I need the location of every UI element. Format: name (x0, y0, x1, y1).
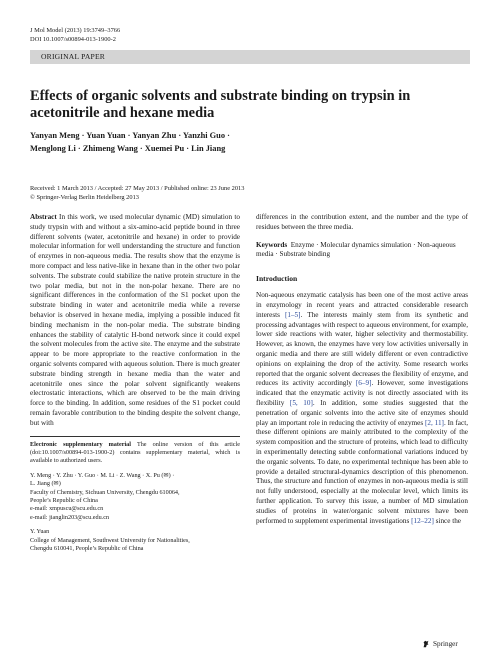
section-heading-introduction: Introduction (256, 274, 298, 284)
citation-link[interactable]: [12–22] (411, 516, 434, 525)
article-type-banner: ORIGINAL PAPER (30, 50, 470, 64)
paper-title: Effects of organic solvents and substrate binding on trypsin in acetonitrile and hexane media (30, 88, 411, 122)
citation-link[interactable]: [5, 10] (289, 398, 313, 407)
intro-text: . In fact, these different opinions are mainly attributed to the complexity of the system composition and the structure of proteins, which lead to difficulty in experimentally detecting subtle conformational variations induced by the organic solvents. To date, no experimental technique has been able to provide a detailed structural-dynamics description of this phenomenon. Thus, the structure and function of enzymes in non-aqueous media is still not fully understood, especially at the molecular level, which limits its further application. To survey this issue, a number of MD simulation studies of proteins in water/organic solvent mixtures have been performed to supplement experimental investigations (256, 418, 468, 525)
intro-text: since the (433, 516, 462, 525)
affiliations (30, 472, 240, 554)
footnote-rule (30, 436, 240, 437)
intro-text: Non-aqueous enzymatic catalysis has been one of the most active areas in enzymology in recent years and attracted considerable research interests (256, 291, 468, 319)
copyright-notice: © Springer-Verlag Berlin Heidelberg 2013 (30, 193, 139, 201)
affiliation-line: Chengdu 610041, People’s Republic of China (30, 545, 144, 552)
history-dates: Received: 1 March 2013 / Accepted: 27 May 2013 / Published online: 23 June 2013 (30, 185, 245, 192)
supplementary-heading: Electronic supplementary material (30, 440, 131, 448)
email-link[interactable]: e-mail: xmpuscu@scu.edu.cn (30, 505, 104, 513)
left-column (30, 213, 240, 553)
abstract-continuation: differences in the contribution extent, and the number and the type of residues between the three media. (256, 213, 468, 231)
publication-dates (30, 185, 244, 203)
citation-link[interactable]: [6–9] (355, 379, 372, 388)
affiliation-line: Y. Yuan (30, 528, 50, 536)
journal-citation: J Mol Model (2013) 19:3749–3766 (30, 27, 121, 34)
affiliation-line: College of Management, Southwest University for Nationalities, (30, 536, 190, 544)
supplementary-text: The online version of this article (doi:10.1007/s00894-013-1900-2) contains supplementary material, which is available to authorized users. (30, 440, 241, 465)
abstract-text: In this work, we used molecular dynamic (MD) simulation to study trypsin with and without a six-amino-acid peptide bound in three different solvents (water, acetonitrile and hexane) in order to provide molecular information for well understanding the structure and function of enzymes in non-aqueous media. The results show that the enzyme is more compact and less native-like in hexane than in the other two polar solvents. The substrate could stabilize the native protein structure in the two polar media, but not in the non-polar hexane. There are no significant differences in the conformation of the S1 pocket upon the substrate binding in water and acetonitrile media while a reverse behavior is observed in hexane media, implying a possible induced fit binding mechanism in the non-polar media. The substrate binding enhances the stability of catalytic H-bond network since it could expel the solvent molecules from the active site. The enzyme and the substrate appear to be more appropriate to the reactive conformation in the organic solvents compared with aqueous solution. There is much greater substrate binding strength in hexane media than the water and acetonitrile ones since the polar solvent significantly weakens electrostatic interactions, which are observed to be the main driving force to the binding. In addition, some residues of the S1 pocket could remain favorable contribution to the binding despite the solvent change, but with (30, 213, 240, 427)
abstract-heading: Abstract (30, 213, 57, 221)
citation-link[interactable]: [1–5] (284, 310, 301, 319)
keywords-text: Enzyme · Molecular dynamics simulation · Non-aqueous media · Substrate binding (256, 240, 456, 259)
citation-link[interactable]: [2, 11] (424, 418, 444, 427)
keywords (256, 241, 468, 261)
intro-text: . However, some investigations indicated that the enzymatic activity is not directly associated with its flexibility (256, 379, 468, 407)
affiliation-line: Faculty of Chemistry, Sichuan University, Chengdu 610064, (30, 488, 180, 496)
right-column (256, 213, 468, 526)
journal-reference (30, 26, 120, 44)
publisher-logo (422, 640, 458, 648)
springer-horse-icon (422, 640, 430, 648)
supplementary-note (30, 441, 240, 466)
affiliation-line: Y. Meng · Y. Zhu · Y. Guo · M. Li · Z. Wang · X. Pu (✉) · (30, 471, 175, 479)
author-list (30, 130, 470, 155)
authors-line-1: Yanyan Meng · Yuan Yuan · Yanyan Zhu · Yanzhi Guo · (30, 131, 230, 140)
intro-text: . In addition, some studies suggested that the penetration of organic solvents into the active site of enzymes should play an important role in reducing the activity of enzymes (256, 398, 468, 427)
keywords-heading: Keywords (256, 240, 288, 249)
email-link[interactable]: e-mail: jianglin203@scu.edu.cn (30, 513, 110, 521)
intro-text: . The interests mainly stem from its synthetic and processing advantages with respect to aqueous environment, for example, lower side reactions with water, higher selectivity and thermostability. However, as known, the enzymes have very low activities universally in organic media and there are still widely different or even contradictive opinions on explaining the drop of the activity. Some research works reported that the organic solvent decreases the flexibility of enzyme, and reduces its activity accordingly (256, 310, 469, 388)
introduction-paragraph (256, 291, 468, 526)
publisher-name: Springer (433, 640, 458, 648)
affiliation-line: People’s Republic of China (30, 496, 98, 504)
authors-line-2: Menglong Li · Zhimeng Wang · Xuemei Pu · Lin Jiang (30, 143, 226, 153)
affiliation-line: L. Jiang (✉) (30, 480, 61, 488)
abstract (30, 213, 240, 429)
journal-doi: DOI 10.1007/s00894-013-1900-2 (30, 36, 116, 44)
